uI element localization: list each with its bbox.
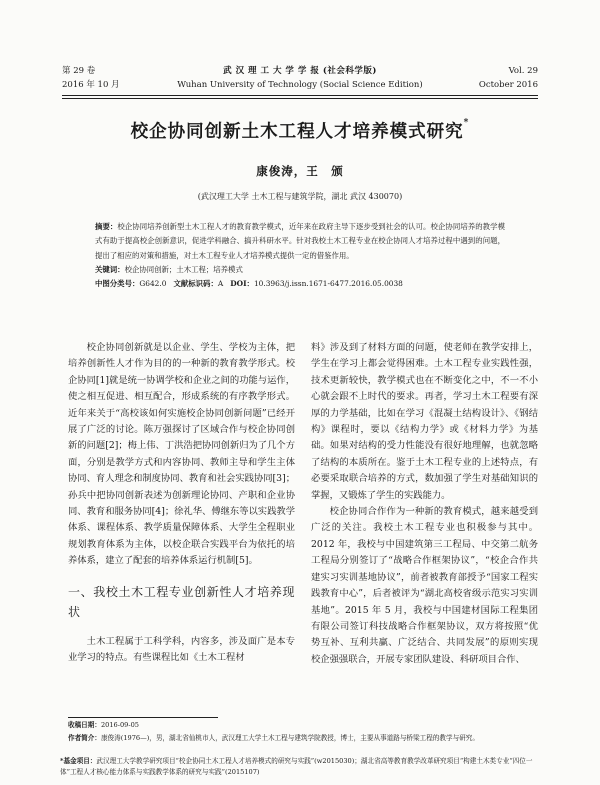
body-paragraph: 土木工程属于工科学科，内容多，涉及面广是本专业学习的特点。有些课程比如《土木工程材 — [68, 635, 295, 664]
body-paragraph: 校企协同合作作为一种新的教育模式，越来越受到广泛的关注。我校土木工程专业也积极参与其中。2012 年，我校与中国建筑第三工程局、中交第二航务工程局分别签订了“战略合作框架协议”，“校企合作共建实习实训基地协议”，前者被教育部授予“国家工程实践教育中心”，后者被评为“湖北高校省级示范实习实训基地”。2015 年 5 月，我校与中国建材国际工程集团有限公司签订科技战略合作框架协议，双方将按照“优势互补、互利共赢、广泛结合、共同发展”的原则实现校企强强联合，开展专家团队建设、科研项目合作、 — [311, 506, 538, 665]
header-volume: 第 29 卷 — [62, 66, 96, 76]
body-column-right — [311, 340, 538, 668]
footnote-fund — [60, 756, 540, 778]
keywords-text: 校企协同创新；土木工程；培养模式 — [124, 264, 243, 274]
classification-label: 中图分类号： — [95, 279, 140, 289]
header-journal-en: Wuhan University of Technology (Social Science Edition) — [177, 80, 423, 90]
header-issue-date: 2016 年 10 月 — [62, 80, 120, 90]
abstract-text: 校企协同培养创新型土木工程人才的教育教学模式，近年来在政府主导下逐步受到社会的认可。校企协同培养的教学模式有助于提高校企创新意识，促进学科融合、搞升科研水平。针对我校土木工程专业在校企协同人才培养过程中遇到的问题，提出了相应的对策和措施，对土木工程专业人才培养模式提供一定的借鉴作用。 — [95, 222, 505, 260]
paper-title — [0, 118, 600, 143]
body-column-left — [68, 340, 295, 667]
keywords — [95, 263, 505, 277]
author-bio-text: 康俊涛(1976—)，男，湖北省仙桃市人，武汉理工大学土木工程与建筑学院教授，博士，主要从事道路与桥梁工程的教学与研究。 — [100, 734, 479, 742]
doc-code-value: A — [217, 279, 224, 289]
fund-label: *基金项目： — [60, 757, 97, 765]
doi-value: 10.3963/j.issn.1671-6477.2016.05.0038 — [253, 279, 403, 289]
header-date-en: October 2016 — [478, 80, 538, 90]
received-label: 收稿日期： — [68, 721, 101, 729]
footnote-author — [68, 733, 538, 755]
footnote-rule — [68, 717, 218, 718]
body-paragraph: 料》涉及到了材料方面的问题，使老师在教学安排上，学生在学习上都会觉得困难。土木工程专业实践性强，技术更新较快，教学模式也在不断变化之中，不一不小心就会跟不上时代的要求。再者，学习土木工程要有深厚的力学基础，比如在学习《混凝土结构设计》、《钢结构》课程时，要以《结构力学》或《材料力学》为基础。如果对结构的受力性能没有很好地理解，也就忽略了结构的本质所在。鉴于土木工程专业的上述特点，有必要采取联合培养的方式，数加强了学生对基础知识的掌握，又锻炼了学生的实践能力。 — [311, 342, 538, 501]
paper-affiliation: (武汉理工大学 土木工程与建筑学院，湖北 武汉 430070) — [197, 192, 403, 201]
keywords-label: 关键词： — [95, 264, 125, 274]
paper-title-text: 校企协同创新土木工程人才培养模式研究 — [130, 122, 464, 142]
fund-text: 武汉理工大学教学研究项目“校企协同土木工程人才培养模式的研究与实践”(w2015030)；湖北省高等教育教学改革研究项目“构建土木类专业“四位一体”工程人才核心能力体系与实践教学体系的研究与实践”(2015107) — [60, 757, 533, 776]
header-rule-top — [62, 95, 538, 96]
classification-line — [95, 277, 505, 291]
classification-value: G642.0 — [139, 279, 167, 289]
abstract-label: 摘要： — [95, 222, 118, 231]
doc-code-label: 文献标识码： — [173, 279, 218, 289]
header-rule-bottom — [62, 98, 538, 99]
footnote-received — [68, 720, 538, 731]
doi-label: DOI： — [230, 279, 254, 289]
header-journal-cn: 武 汉 理 工 大 学 学 报 (社会科学版) — [223, 66, 377, 76]
author-bio-label: 作者简介： — [68, 734, 101, 742]
title-footnote-mark: * — [463, 118, 470, 128]
section-heading: 一、我校土木工程专业创新性人才培养现状 — [68, 584, 295, 619]
abstract-block — [95, 220, 505, 291]
paper-authors: 康俊涛，王 颁 — [256, 164, 344, 178]
header-volume-en: Vol. 29 — [508, 66, 538, 76]
received-date: 2016-09-05 — [100, 721, 139, 729]
abstract — [95, 220, 505, 263]
body-paragraph: 校企协同创新就是以企业、学生、学校为主体，把培养创新性人才作为目的的一种新的教育教学形式。校企协同[1]就是统一协调学校和企业之间的功能与运作，使之相互促进、相互配合，形成系统的有序教学形式。近年来关于“高校该如何实施校企协同创新问题”已经开展了广泛的讨论。陈万强探讨了区域合作与校企协同创新的问题[2]；梅上伟、丁洪浩把协同创新归为了几个方面，分别是教学方式和内容协同、教师主导和学生主体协同、育人理念和制度协同、教育和社会实践协同[3]；孙兵中把协同创新表述为创新理论协同、产职和企业协同、教育和服务协同[4]；徐礼华、傅继东等以实践教学体系、课程体系、教学质量保障体系、大学生全程职业规划教育体系为主体，以校企联合实践平台为依托的培养体系，建立了配套的培养体系运行机制[5]。 — [68, 342, 295, 567]
